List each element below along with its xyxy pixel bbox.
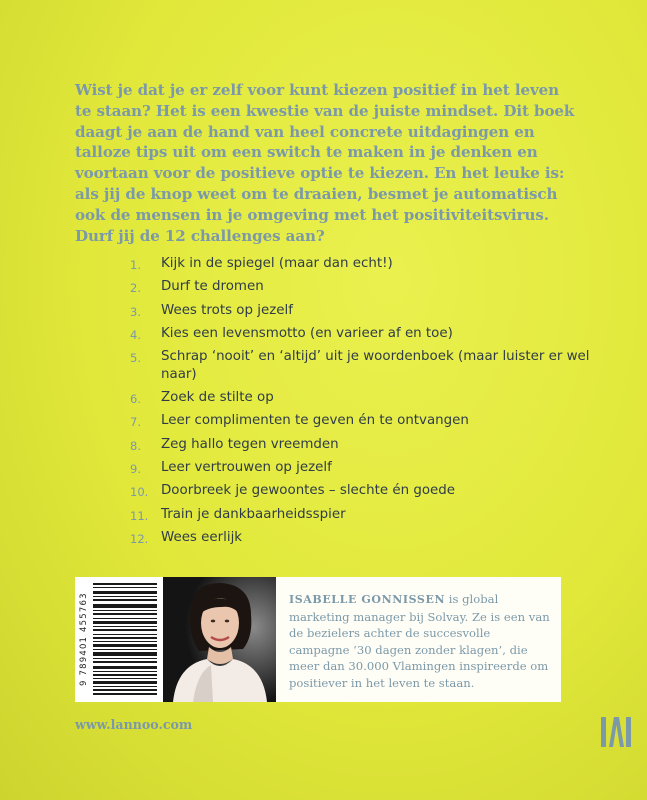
item-number: 10. [130,485,149,500]
list-item [130,412,590,431]
back-cover-blurb: Wist je dat je er zelf voor kunt kiezen positief in het leven te staan? Het is een kwestie van de juiste mindset. Dit boek daagt je aan de hand van heel concrete uitdagingen en talloze tips uit om een switch te maken in je denken en voortaan voor de positieve optie te kiezen. En het leuke is: als jij de knop weet om te draaien, besmet je automatisch ook de mensen in je omgeving met het positiviteitsvirus. Durf jij de 12 challenges aan? [75,81,575,245]
item-number: 12. [130,531,149,546]
author-name: ISABELLE GONNISSEN [289,593,446,606]
item-number: 9. [130,462,141,477]
list-item [130,302,590,321]
barcode-icon [93,583,157,696]
challenge-list [130,255,590,552]
author-photo [163,577,276,702]
item-text: Leer complimenten te geven én te ontvangen [161,413,469,429]
list-item [130,506,590,525]
item-text: Schrap ‘nooit’ en ‘altijd’ uit je woordenboek (maar luister er wel naar) [161,349,590,383]
list-item [130,459,590,478]
item-text: Kies een levensmotto (en varieer af en toe) [161,325,453,341]
list-item [130,436,590,455]
item-number: 3. [130,304,141,319]
author-panel [75,577,561,702]
list-item [130,348,590,384]
item-text: Zeg hallo tegen vreemden [161,436,339,452]
list-item [130,325,590,344]
item-text: Wees eerlijk [161,529,243,545]
isbn-number: 9 789401 455763 [79,592,89,687]
item-text: Train je dankbaarheidsspier [161,506,346,522]
item-text: Zoek de stilte op [161,390,274,406]
author-bio [276,577,561,702]
author-bio-text: is global marketing manager bij Solvay. Ze is een van de bezielers achter de succesvolle campagne ‘30 dagen zonder klagen’, die meer dan 30.000 Vlamingen inspireerde om positiever in het leven te staan. [289,592,550,690]
item-number: 1. [130,258,141,272]
list-item [130,482,590,501]
item-number: 4. [130,327,141,342]
author-portrait-icon [163,577,276,702]
item-text: Kijk in de spiegel (maar dan echt!) [161,256,393,271]
item-number: 7. [130,415,141,430]
isbn-barcode [75,577,163,702]
publisher-website: www.lannoo.com [75,717,193,732]
item-number: 11. [130,508,149,523]
list-item [130,389,590,408]
item-text: Wees trots op jezelf [161,302,293,318]
lannoo-logo-icon [600,715,632,749]
list-item [130,278,590,297]
item-text: Durf te dromen [161,279,264,295]
item-number: 2. [130,281,141,296]
item-number: 8. [130,438,141,453]
item-text: Doorbreek je gewoontes – slechte én goede [161,483,456,499]
item-text: Leer vertrouwen op jezelf [161,460,332,476]
item-number: 6. [130,392,141,407]
list-item [130,255,590,274]
list-item [130,529,590,548]
item-number: 5. [130,351,141,366]
